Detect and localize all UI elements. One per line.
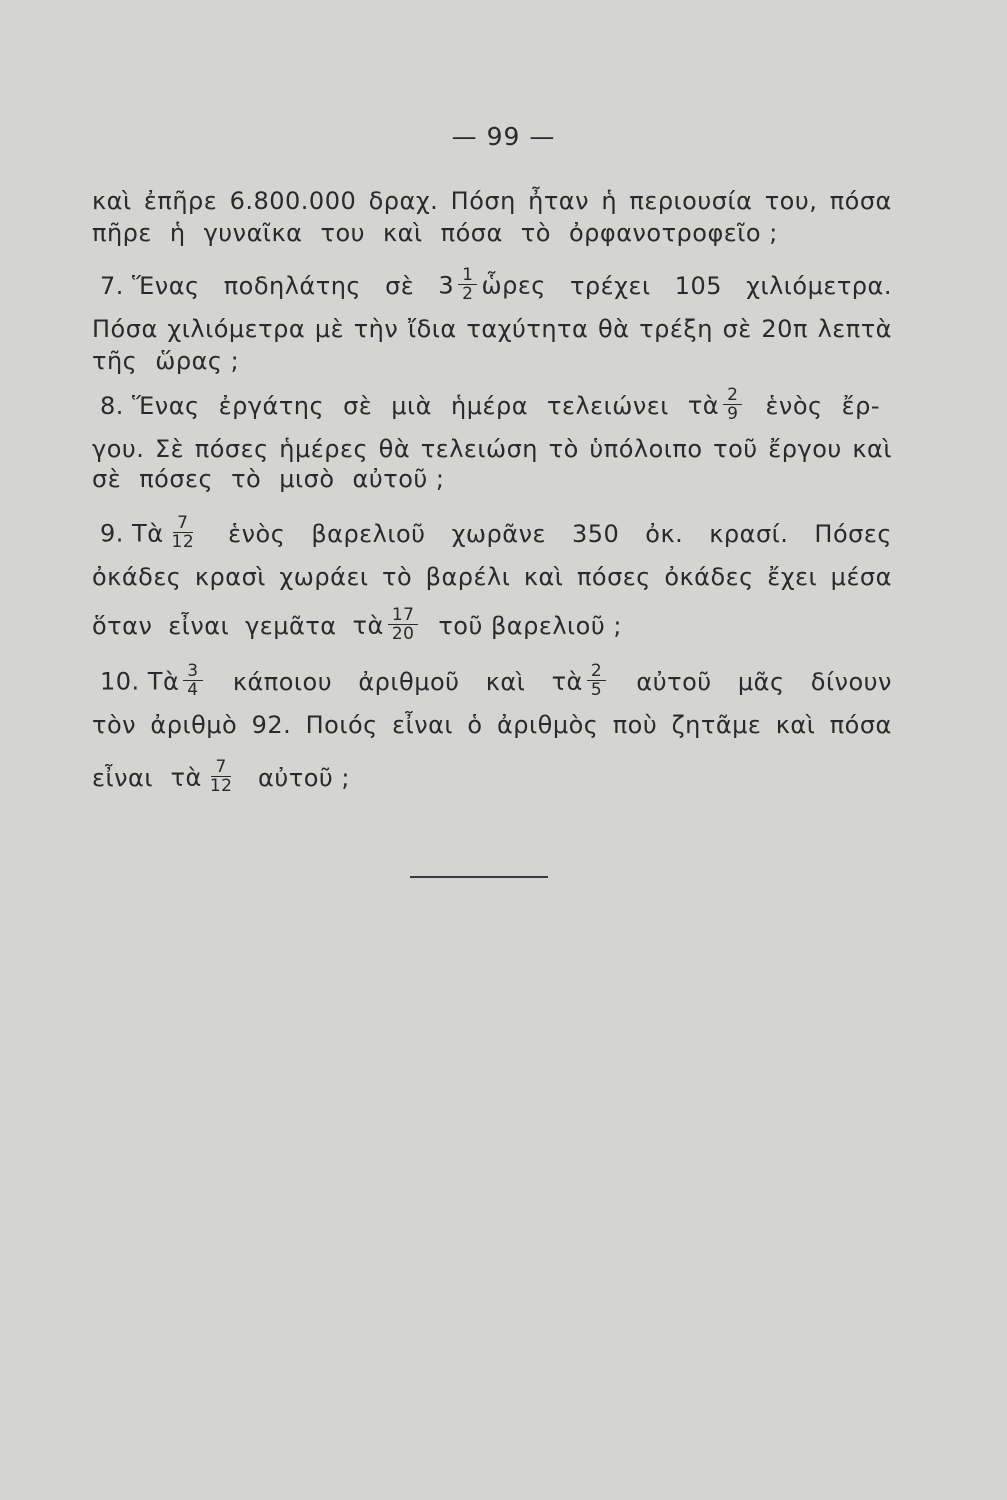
text-line-1 xyxy=(92,186,892,216)
word: ἀριθμὸ xyxy=(150,711,238,739)
text-line-9 xyxy=(100,513,892,553)
word: ὀκ. xyxy=(645,519,684,548)
text-line-10 xyxy=(92,562,892,592)
text-line-13 xyxy=(92,710,892,740)
word: κάποιου xyxy=(232,667,333,696)
word: μὲ xyxy=(314,315,345,343)
word: ἔργου xyxy=(768,435,842,463)
word: καὶ xyxy=(485,667,526,696)
word: ἡ xyxy=(601,187,618,215)
word: τρέχει xyxy=(569,271,651,300)
word: καὶ xyxy=(92,187,132,215)
fraction-denominator: 2 xyxy=(462,284,474,304)
word: τὸ xyxy=(231,465,262,493)
word: 10. Τὰ xyxy=(100,667,180,696)
fraction xyxy=(168,514,199,551)
word: γεμᾶτα xyxy=(245,611,337,640)
text-line-14 xyxy=(92,757,350,797)
text-line-3 xyxy=(100,265,892,305)
word: λεπτὰ xyxy=(817,315,892,343)
word: κρασί. xyxy=(709,519,789,548)
word: αὐτοῦ xyxy=(636,667,712,696)
word: ποδηλάτης xyxy=(223,271,361,300)
word: περιουσία xyxy=(629,187,753,215)
word: αὐτοῦ ; xyxy=(258,763,350,792)
word: γυναῖκα xyxy=(203,219,303,247)
word: 20π xyxy=(761,315,808,343)
word: χιλιόμετρα. xyxy=(746,271,892,300)
fraction-group xyxy=(687,385,747,425)
fraction-group xyxy=(352,605,423,645)
fraction-numerator: 7 xyxy=(173,514,192,533)
word: 350 xyxy=(571,519,620,548)
word: πόσες xyxy=(576,563,651,591)
word: βαρελιοῦ xyxy=(311,519,426,548)
word: δραχ. xyxy=(368,187,439,215)
word: ἡμέρα xyxy=(451,391,529,420)
word: 3 xyxy=(438,271,455,300)
word: τὰ xyxy=(170,763,202,792)
word: ἀριθμοῦ xyxy=(358,667,460,696)
fraction-numerator: 1 xyxy=(458,266,477,285)
text-line-8 xyxy=(92,464,892,494)
word: ζητᾶμε xyxy=(671,711,762,739)
word: ἑνὸς xyxy=(228,519,286,548)
word: σὲ xyxy=(92,465,122,493)
word: σὲ xyxy=(722,315,752,343)
word: τοῦ βαρελιοῦ ; xyxy=(438,611,622,640)
word: ἐπῆρε xyxy=(143,187,218,215)
text-line-7 xyxy=(92,434,892,464)
fraction xyxy=(458,266,477,303)
text-line-12 xyxy=(100,661,892,701)
word: τελειώνει xyxy=(547,391,669,420)
word: τὰ xyxy=(352,611,384,640)
word: εἶναι xyxy=(92,763,153,792)
word: 92. xyxy=(251,711,292,739)
word: γου. xyxy=(92,435,145,463)
fraction-numerator: 17 xyxy=(388,606,419,625)
text-line-2 xyxy=(92,218,892,248)
word: ἐργάτης xyxy=(218,391,325,420)
word: θὰ xyxy=(597,315,630,343)
word: τοῦ xyxy=(713,435,758,463)
word: ἡ xyxy=(169,219,186,247)
word: ἴδια xyxy=(407,315,457,343)
fraction-denominator: 4 xyxy=(187,680,199,700)
word: καὶ xyxy=(523,563,564,591)
word: ἔχει xyxy=(767,563,818,591)
word: καὶ xyxy=(775,711,816,739)
word: 8. Ἕνας xyxy=(100,391,200,420)
fraction xyxy=(388,606,419,643)
fraction-denominator: 20 xyxy=(391,624,415,644)
word: 105 xyxy=(674,271,722,300)
fraction-numerator: 2 xyxy=(587,662,606,681)
word: αὐτοῦ ; xyxy=(352,465,445,493)
word: ἦταν xyxy=(528,187,590,215)
word: Πόσες xyxy=(814,519,892,548)
word: καὶ xyxy=(852,435,892,463)
word: σὲ xyxy=(385,271,415,300)
word: ὅταν xyxy=(92,611,153,640)
word: ὑπόλοιπο xyxy=(589,435,703,463)
word: τὸν xyxy=(92,711,137,739)
word: 9. Τὰ xyxy=(100,519,164,548)
word: μιὰ xyxy=(391,391,432,420)
word: πόσες xyxy=(194,435,269,463)
word: ποὺ xyxy=(612,711,658,739)
word: ἔρ- xyxy=(841,391,880,420)
word: τὴν xyxy=(353,315,399,343)
word: ἀριθμὸς xyxy=(496,711,599,739)
fraction xyxy=(183,662,202,699)
word: τὰ xyxy=(687,391,720,420)
fraction-denominator: 12 xyxy=(171,532,195,552)
word: βαρέλι xyxy=(425,563,511,591)
word: ἑνὸς xyxy=(765,391,823,420)
fraction xyxy=(206,758,237,795)
word: του xyxy=(320,219,366,247)
word: μισὸ xyxy=(279,465,335,493)
word: εἶναι xyxy=(392,711,454,739)
section-divider xyxy=(410,876,548,878)
fraction-denominator: 12 xyxy=(209,776,233,796)
fraction-denominator: 5 xyxy=(590,680,603,700)
fraction-numerator: 3 xyxy=(183,662,202,681)
fraction xyxy=(587,662,606,699)
fraction-numerator: 7 xyxy=(211,758,230,777)
word: μᾶς xyxy=(737,667,785,696)
word: ταχύτητα xyxy=(466,315,589,343)
word: μέσα xyxy=(830,563,892,591)
word: κρασὶ xyxy=(194,563,266,591)
word: χωράει xyxy=(279,563,369,591)
fraction xyxy=(723,386,742,423)
page-number: — 99 — xyxy=(451,122,556,151)
text-line-6 xyxy=(100,385,880,425)
word: ὥρας ; xyxy=(155,347,240,375)
word: πόσα xyxy=(829,187,892,215)
word: πῆρε xyxy=(92,219,152,247)
word: 7. Ἕνας xyxy=(100,271,200,300)
word: σὲ xyxy=(343,391,373,420)
word: πόσα xyxy=(440,219,503,247)
fraction-denominator: 9 xyxy=(727,404,739,424)
word: εἶναι xyxy=(168,611,230,640)
word: ὀρφανοτροφεῖο ; xyxy=(568,219,778,247)
word: ὧρες xyxy=(481,271,546,300)
text-line-4 xyxy=(92,314,892,344)
word: τῆς xyxy=(92,347,138,375)
text-line-11 xyxy=(92,605,622,645)
word: τὸ xyxy=(382,563,413,591)
word: ὁ xyxy=(467,711,483,739)
word: ὀκάδες xyxy=(664,563,754,591)
word: του, xyxy=(764,187,818,215)
fraction-numerator: 2 xyxy=(723,386,742,405)
mixed-number xyxy=(438,265,546,305)
word: πόσα xyxy=(829,711,892,739)
word: 6.800.000 xyxy=(229,187,357,215)
word: τὰ xyxy=(551,667,583,696)
word: τὸ xyxy=(520,219,551,247)
word: Σὲ xyxy=(155,435,185,463)
word: δίνουν xyxy=(810,667,892,696)
text-line-5 xyxy=(92,346,892,376)
word: Πόσα xyxy=(92,315,158,343)
fraction-group xyxy=(100,661,207,701)
fraction-group xyxy=(551,661,611,701)
word: τρέξη xyxy=(639,315,713,343)
word: χωρᾶνε xyxy=(451,519,546,548)
word: ὀκάδες xyxy=(92,563,182,591)
word: ἡμέρες xyxy=(279,435,369,463)
word: Πόση xyxy=(450,187,516,215)
word: καὶ xyxy=(383,219,423,247)
word: Ποιός xyxy=(305,711,378,739)
fraction-group xyxy=(170,757,241,797)
word: τὸ xyxy=(548,435,579,463)
word: πόσες xyxy=(139,465,214,493)
word: χιλιόμετρα xyxy=(167,315,306,343)
word: τελειώση xyxy=(420,435,539,463)
word: θὰ xyxy=(378,435,411,463)
fraction-group xyxy=(100,513,202,553)
